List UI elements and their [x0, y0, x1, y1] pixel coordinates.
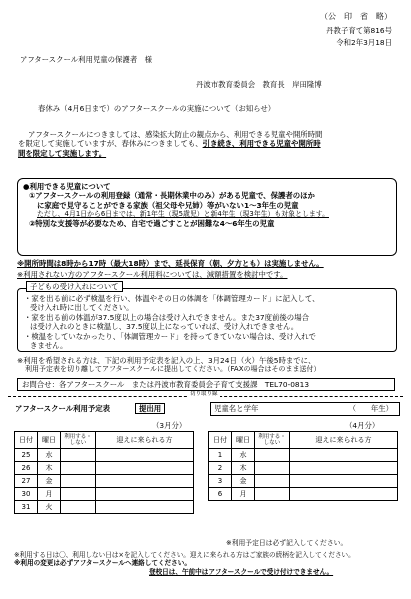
april-table: 日付 曜日 利用する・しない 迎えに来られる方 1 水 2 木 3 金 6 月 — [208, 431, 398, 501]
use-cell[interactable] — [255, 449, 290, 462]
child-name-field[interactable]: 児童名と学年 （ 年生） — [210, 402, 400, 416]
pickup-cell[interactable] — [290, 475, 398, 488]
april-note: ※利用予定日は必ず記入してください。 — [226, 539, 348, 547]
cut-line-label: 切り取り線 — [190, 391, 218, 397]
table-row: 1 水 — [209, 449, 398, 462]
use-cell[interactable] — [61, 462, 96, 475]
document-number: 丹教子育て第816号 — [326, 26, 392, 35]
page-title: 春休み（4月6日まで）のアフタースクールの実施について（お知らせ） — [38, 104, 276, 113]
eligible-children-box: ●利用できる児童について ①アフタースクールの利用登録（通常・長期休業中のみ）がある児童で、保護者のほか に家庭で見守ることができる家族（祖父母や兄姉）等がいない1～3年生の児童 ただし、4月1日から6日までは、新1年生（現5歳児）と新4年生（現3年生）も対象とします。 ②特別な支援等が必要なため、自宅で過ごすことが困難な4～6年生の児童 — [17, 178, 397, 256]
issue-date: 令和2年3月18日 — [336, 38, 392, 47]
use-cell[interactable] — [61, 501, 96, 514]
march-label: （3月分） — [152, 421, 187, 430]
acceptance-heading: 子どもの受け入れについて — [26, 281, 123, 292]
table-row: 31 火 — [15, 501, 194, 514]
pickup-cell[interactable] — [96, 488, 194, 501]
table-row: 6 月 — [209, 488, 398, 501]
pickup-cell[interactable] — [96, 475, 194, 488]
pickup-cell[interactable] — [290, 488, 398, 501]
form-footnotes: ※利用する日は〇、利用しない日は×を記入してください。迎えに来られる方はご家族の続柄を記入してください。 ※利用の変更は必ずアフタースクールへ連絡してください。 登校日は、午前中はアフタースクールで受け付けできません。 — [14, 551, 355, 576]
table-row: 30 月 — [15, 488, 194, 501]
use-cell[interactable] — [255, 475, 290, 488]
intro-paragraph: アフタースクールにつきましては、感染拡大防止の観点から、利用できる児童や開所時間 を限定して実施していますが、春休みにつきましても、引き続き、利用できる児童や開所時 間を限定して実施します。 — [18, 130, 323, 158]
table-row: 2 木 — [209, 462, 398, 475]
table-row: 27 金 — [15, 475, 194, 488]
use-cell[interactable] — [255, 488, 290, 501]
use-cell[interactable] — [61, 475, 96, 488]
acceptance-box: ・家を出る前に必ず検温を行い、体温やその日の体調を「体調管理カード」に記入して、 受け入れ時に出してください。 ・家を出る前の体温が37.5度以上の場合は受け入れできません。また37度前後の場合 は受け入れのときに検温し、37.5度以上になっていれば、受け入れできません。 ・検温をしていなかったり、「体調管理カード」を持ってきていない場合は、受け入れで きません。 — [17, 288, 397, 352]
april-label: （4月分） — [345, 421, 380, 430]
pickup-cell[interactable] — [96, 501, 194, 514]
pickup-cell[interactable] — [290, 449, 398, 462]
pickup-cell[interactable] — [96, 449, 194, 462]
opening-hours-note: ※開所時間は8時から17時（最大18時）まで、延長保育（朝、夕方とも）は実施しません。 — [17, 259, 324, 268]
submit-tag: 提出用 — [135, 403, 165, 414]
submission-instructions: ※利用を希望される方は、下記の利用予定表を記入の上、3月24日（火）午後5時までに、 利用予定表を切り離してアフタースクールに提出してください。（FAXの場合はそのまま送付） — [17, 356, 321, 374]
table-row: 26 木 — [15, 462, 194, 475]
march-table: 日付 曜日 利用する・しない 迎えに来られる方 25 水 26 木 27 金 30 月 31 火 — [14, 431, 194, 514]
contact-box: お問合せ：各アフタースクール または丹波市教育委員会子育て支援課 TEL70-0813 — [17, 378, 395, 391]
pickup-cell[interactable] — [290, 462, 398, 475]
use-cell[interactable] — [61, 449, 96, 462]
public-seal-note: （公 印 省 略） — [320, 12, 392, 21]
use-cell[interactable] — [61, 488, 96, 501]
pickup-cell[interactable] — [96, 462, 194, 475]
use-cell[interactable] — [255, 462, 290, 475]
sender: 丹波市教育委員会 教育長 岸田隆博 — [196, 80, 322, 89]
table-row: 25 水 — [15, 449, 194, 462]
table-row: 3 金 — [209, 475, 398, 488]
addressee: アフタースクール利用児童の保護者 様 — [20, 55, 152, 64]
form-title: アフタースクール利用予定表 — [15, 404, 111, 413]
fee-note: ※利用されない方のアフタースクール利用料については、減額措置を検討中です。 — [17, 270, 288, 279]
